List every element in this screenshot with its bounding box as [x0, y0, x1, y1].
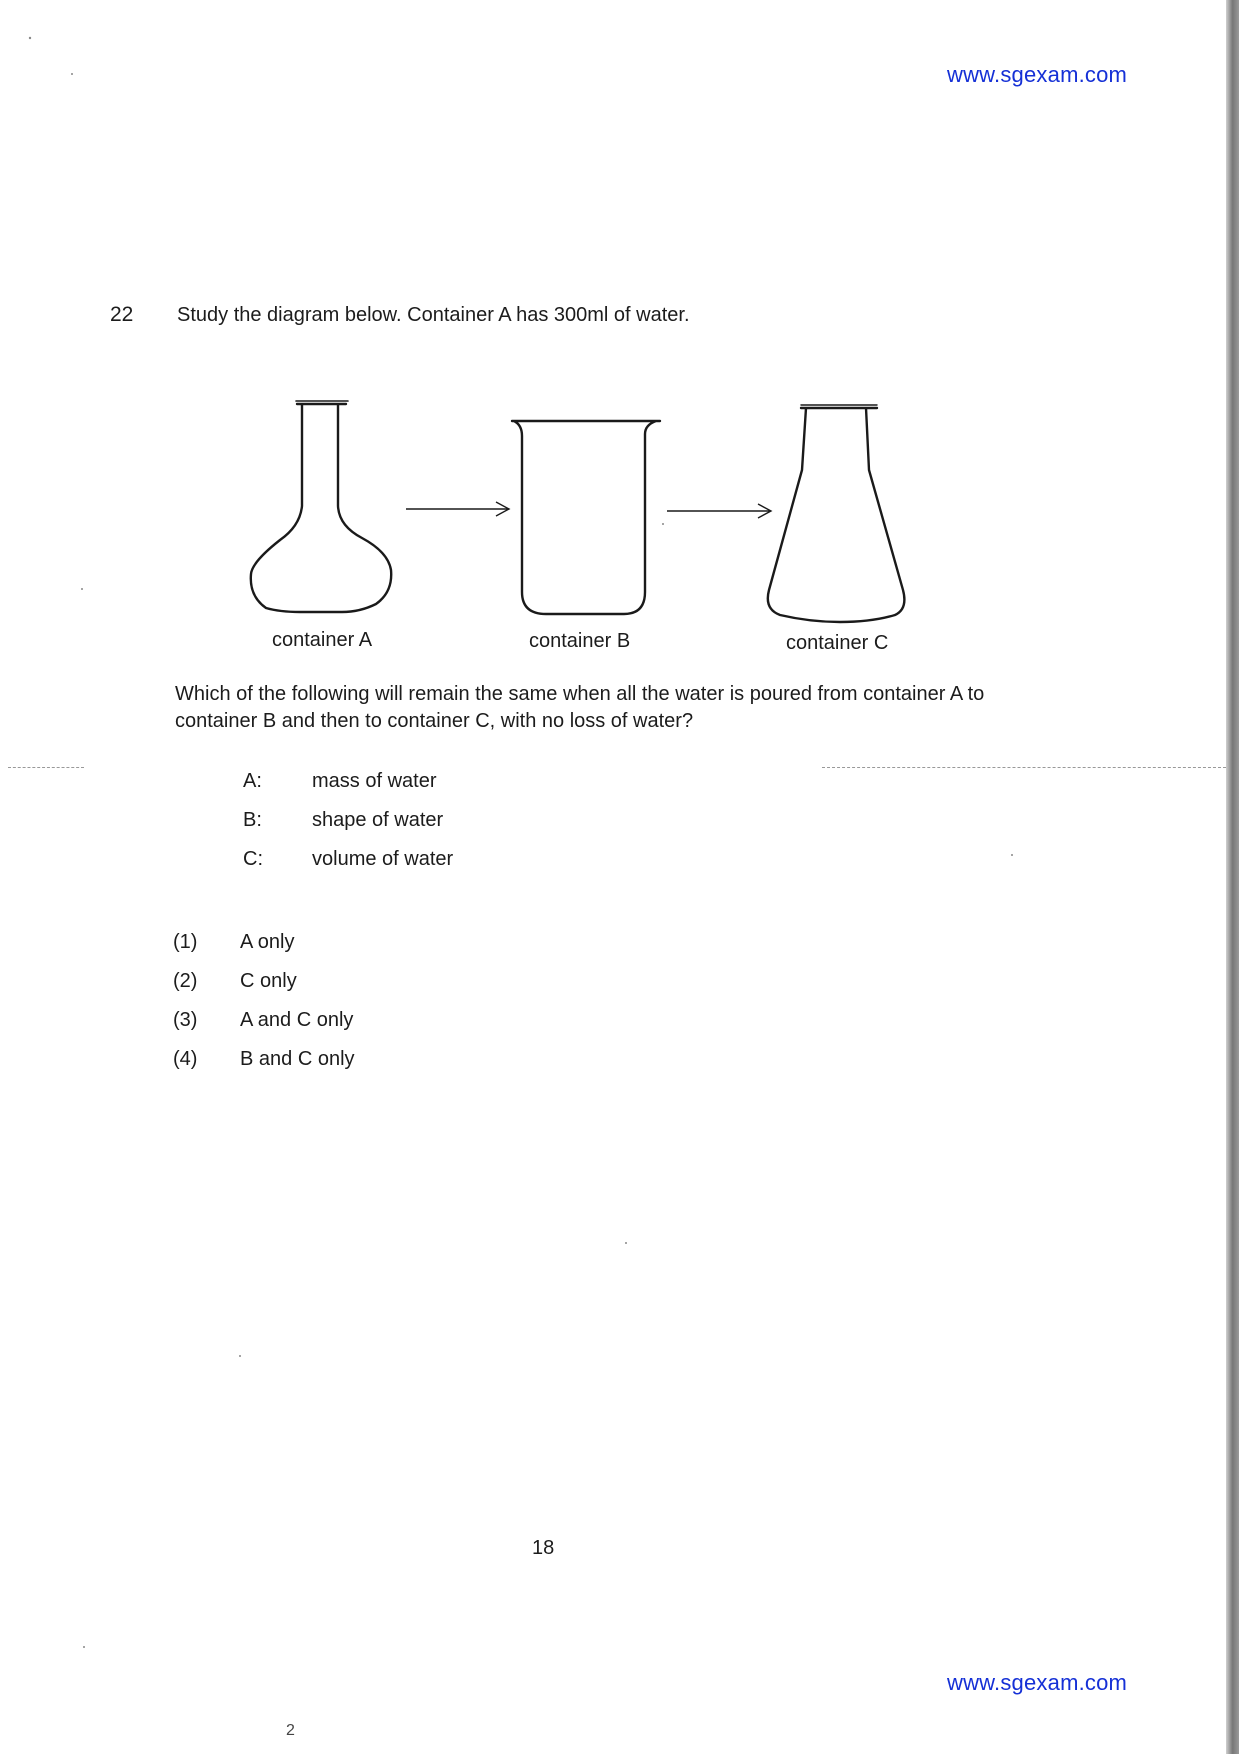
option-text-2[interactable]: C only: [240, 970, 297, 992]
page-number: 18: [532, 1537, 555, 1559]
option-number-2: (2): [173, 970, 198, 992]
option-number-3: (3): [173, 1009, 198, 1031]
question-intro: Study the diagram below. Container A has 300ml of water.: [177, 304, 690, 326]
statement-label-b: B:: [243, 809, 262, 831]
arrow-a-to-b: [406, 502, 509, 516]
container-b-beaker: [512, 421, 660, 614]
statement-label-a: A:: [243, 770, 262, 792]
stray-mark: 2: [286, 1722, 295, 1739]
header-site-link[interactable]: www.sgexam.com: [947, 62, 1128, 87]
option-text-3[interactable]: A and C only: [240, 1009, 354, 1031]
scan-dash-right: [822, 767, 1226, 768]
container-c-conical-flask: [768, 408, 905, 622]
option-text-4[interactable]: B and C only: [240, 1048, 355, 1070]
arrow-b-to-c: [667, 504, 771, 518]
scan-specks: [29, 37, 1013, 1648]
question-number: 22: [110, 303, 134, 326]
caption-container-b: container B: [529, 630, 631, 652]
footer-site-link[interactable]: www.sgexam.com: [947, 1670, 1128, 1695]
option-number-4: (4): [173, 1048, 198, 1070]
container-a-flask: [251, 404, 391, 612]
option-number-1: (1): [173, 931, 198, 953]
caption-container-a: container A: [272, 629, 373, 651]
statement-text-c: volume of water: [312, 848, 454, 870]
question-prompt: Which of the following will remain the same when all the water is poured from container A to container B and then to container C, with no loss of water?: [175, 683, 985, 732]
scan-dash-left: [8, 767, 84, 768]
statement-label-c: C:: [243, 848, 263, 870]
statement-text-a: mass of water: [312, 770, 437, 792]
caption-container-c: container C: [786, 632, 889, 654]
statement-text-b: shape of water: [312, 809, 444, 831]
option-text-1[interactable]: A only: [240, 931, 295, 953]
